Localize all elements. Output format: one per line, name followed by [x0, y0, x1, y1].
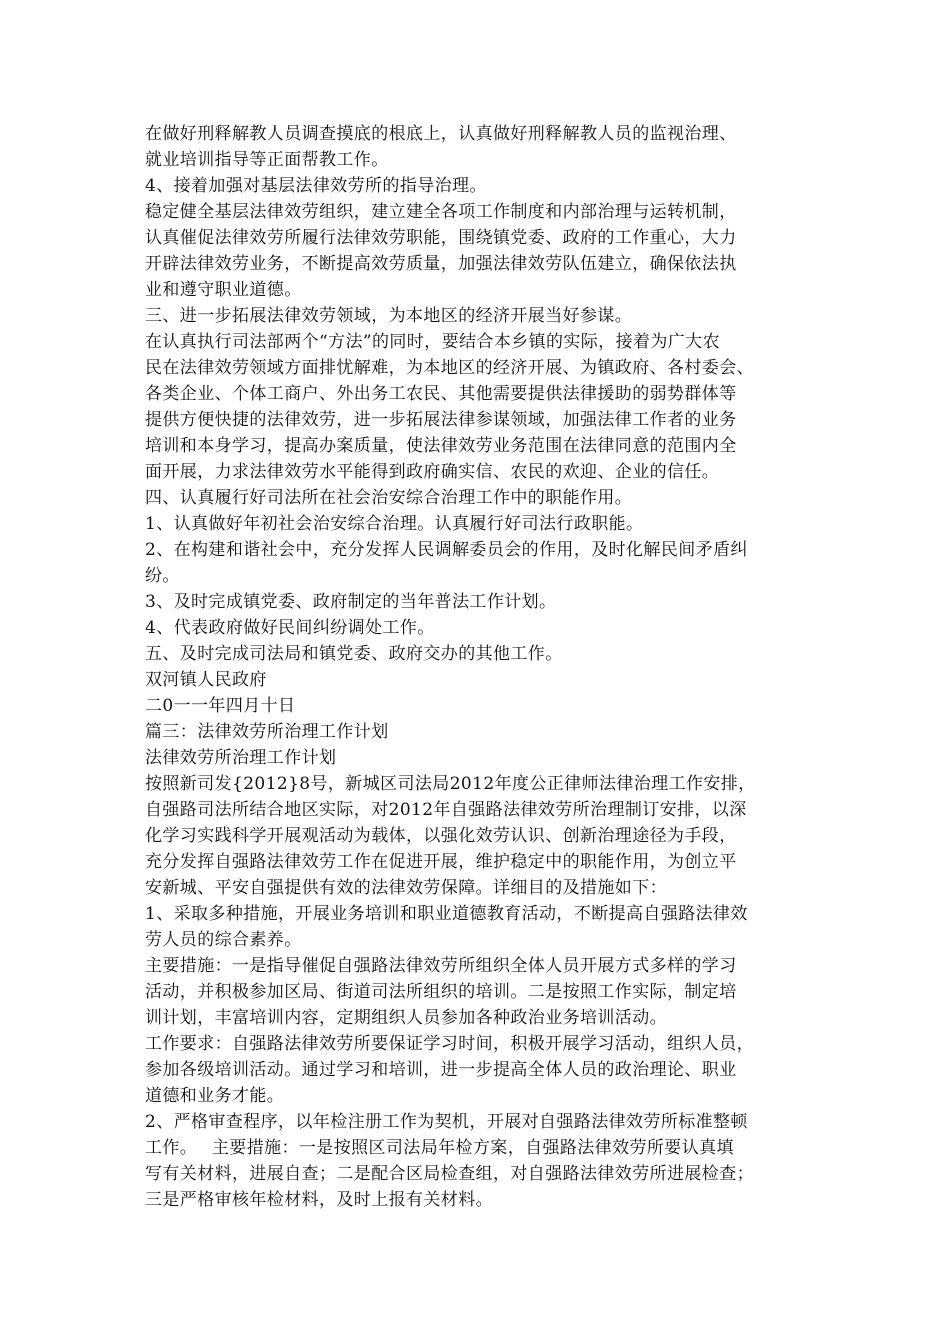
- text-line: 2、严格审查程序，以年检注册工作为契机，开展对自强路法律效劳所标准整顿: [145, 1112, 748, 1132]
- text-line: 1、采取多种措施，开展业务培训和职业道德教育活动，不断提高自强路法律效: [145, 904, 748, 924]
- text-line: 安新城、平安自强提供有效的法律效劳保障。详细目的及措施如下：: [145, 878, 667, 898]
- text-line: 自强路司法所结合地区实际，对2012年自强路法律效劳所治理制订安排，以深: [145, 800, 747, 820]
- text-line: 在认真执行司法部两个“方法”的同时，要结合本乡镇的实际，接着为广大农: [145, 332, 720, 352]
- text-line: 4、接着加强对基层法律效劳所的指导治理。: [145, 176, 487, 196]
- text-line: 按照新司发{2012}8号，新城区司法局2012年度公正律师法律治理工作安排，: [145, 774, 756, 794]
- text-line: 参加各级培训活动。通过学习和培训，进一步提高全体人员的政治理论、职业: [145, 1060, 737, 1080]
- text-line: 写有关材料，进展自查；二是配合区局检查组，对自强路法律效劳所进展检查；: [145, 1164, 754, 1184]
- chapter-title: 篇三：法律效劳所治理工作计划: [145, 722, 389, 742]
- signature-org: 双河镇人民政府: [145, 670, 267, 690]
- text-line: 2、在构建和谐社会中，充分发挥人民调解委员会的作用，及时化解民间矛盾纠: [145, 540, 748, 560]
- document-title: 法律效劳所治理工作计划: [145, 748, 337, 768]
- text-line: 培训和本身学习，提高办案质量，使法律效劳业务范围在法律同意的范围内全: [145, 436, 737, 456]
- document-body: [145, 121, 815, 1213]
- text-line: 认真催促法律效劳所履行法律效劳职能，围绕镇党委、政府的工作重心，大力: [145, 228, 737, 248]
- text-line: 训计划，丰富培训内容，定期组织人员参加各种政治业务培训活动。: [145, 1008, 667, 1028]
- text-line: 化学习实践科学开展观活动为载体，以强化效劳认识、创新治理途径为手段，: [145, 826, 737, 846]
- text-line: 道德和业务才能。: [145, 1086, 285, 1106]
- text-line: 3、及时完成镇党委、政府制定的当年普法工作计划。: [145, 592, 557, 612]
- text-line: 民在法律效劳领域方面排忧解难，为本地区的经济开展、为镇政府、各村委会、: [145, 358, 754, 378]
- section-heading: 五、及时完成司法局和镇党委、政府交办的其他工作。: [145, 644, 563, 664]
- text-line: 业和遵守职业道德。: [145, 280, 302, 300]
- text-line: 劳人员的综合素养。: [145, 930, 302, 950]
- text-line: 提供方便快捷的法律效劳，进一步拓展法律参谋领域，加强法律工作者的业务: [145, 410, 737, 430]
- section-heading: 三、进一步拓展法律效劳领域，为本地区的经济开展当好参谋。: [145, 306, 633, 326]
- text-line: 工作要求：自强路法律效劳所要保证学习时间，积极开展学习活动，组织人员，: [145, 1034, 754, 1054]
- text-line: 4、代表政府做好民间纠纷调处工作。: [145, 618, 435, 638]
- text-line: 三是严格审核年检材料，及时上报有关材料。: [145, 1190, 493, 1210]
- text-line: 就业培训指导等正面帮教工作。: [145, 150, 389, 170]
- text-line: 纷。: [145, 566, 180, 586]
- text-line: 各类企业、个体工商户、外出务工农民、其他需要提供法律援助的弱势群体等: [145, 384, 737, 404]
- signature-date: 二0一一年四月十日: [145, 696, 296, 716]
- text-line: 主要措施：一是指导催促自强路法律效劳所组织全体人员开展方式多样的学习: [145, 956, 737, 976]
- text-line: 开辟法律效劳业务，不断提高效劳质量，加强法律效劳队伍建立，确保依法执: [145, 254, 737, 274]
- text-line: 充分发挥自强路法律效劳工作在促进开展，维护稳定中的职能作用，为创立平: [145, 852, 737, 872]
- text-line: 面开展，力求法律效劳水平能得到政府确实信、农民的欢迎、企业的信任。: [145, 462, 720, 482]
- text-line: 稳定健全基层法律效劳组织，建立建全各项工作制度和内部治理与运转机制，: [145, 202, 737, 222]
- text-line: 活动，并积极参加区局、街道司法所组织的培训。二是按照工作实际，制定培: [145, 982, 737, 1002]
- text-line: 1、认真做好年初社会治安综合治理。认真履行好司法行政职能。: [145, 514, 644, 534]
- text-line: 工作。 主要措施：一是按照区司法局年检方案，自强路法律效劳所要认真填: [145, 1138, 734, 1158]
- text-line: 在做好刑释解教人员调查摸底的根底上，认真做好刑释解教人员的监视治理、: [145, 124, 737, 144]
- section-heading: 四、认真履行好司法所在社会治安综合治理工作中的职能作用。: [145, 488, 633, 508]
